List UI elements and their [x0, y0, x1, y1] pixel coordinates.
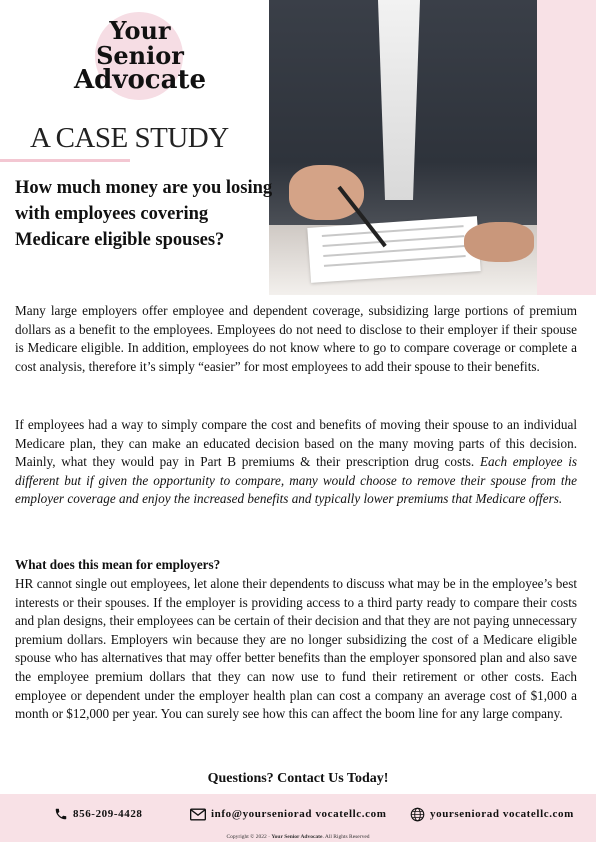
hero-photo-businessman-signing — [269, 0, 537, 295]
globe-icon — [410, 807, 425, 822]
paragraph-intro: Many large employers offer employee and dependent coverage, subsidizing large portions of premium dollars as a benefit to the employees. Employees do not need to disclose to their employer if their spouse is Medicare eligible. In addition, employees do not know where to go to compare coverage or complete a cost analysis, therefore it’s simply “easier” for most employees to add their spouse to their benefits. — [15, 303, 577, 374]
website-url: yourseniorad vocatellc.com — [430, 808, 574, 820]
phone-contact[interactable] — [54, 804, 143, 824]
logo-line-2: Senior — [96, 41, 184, 70]
footer-bar — [0, 794, 596, 842]
logo-line-1: Your — [109, 16, 171, 45]
website-contact[interactable] — [410, 804, 574, 824]
copyright-brand: Your Senior Advocate — [271, 834, 323, 840]
email-contact[interactable] — [190, 804, 386, 824]
logo-line-3: Advocate — [73, 65, 207, 95]
email-address: info@yourseniorad vocatellc.com — [211, 808, 387, 820]
email-icon — [190, 808, 206, 821]
headline: How much money are you losing with employees covering Medicare eligible spouses? — [15, 178, 273, 250]
case-study-title: A CASE STUDY — [30, 122, 229, 154]
brand-logo — [40, 18, 240, 93]
paragraph-employers: HR cannot single out employees, let alone their dependents to discuss what may be in the employee’s best interests or their spouses. If the employer is providing access to a third party ready to compare their costs and plan designs, their employees can be certain of their decision and that they are not paying unnecessary premium dollars. Employers win because they are no longer subsidizing the cost of a Medicare eligible spouse who has alternatives that may offer better benefits than the employer sponsored plan and also save the employee premium dollars that they can now use to fund their retirement or other costs. Each employee or dependent under the employer health plan can cost a company an average cost of $1,000 a month or $12,000 per year. You can surely see how this can affect the boom line for any large company. — [15, 576, 577, 722]
contact-cta: Questions? Contact Us Today! — [207, 771, 389, 786]
phone-number: 856-209-4428 — [73, 808, 143, 820]
title-underline — [0, 159, 130, 162]
paragraph-compare — [15, 416, 577, 509]
phone-icon — [54, 807, 68, 821]
paragraph-compare-italic: Each employee is different but if given the opportunity to compare, many would choose to remove their spouse from the employer coverage and enjoy the increased benefits and typically lower premiums that Medicare offers. — [15, 454, 578, 507]
employers-subheading: What does this mean for employers? — [15, 557, 221, 572]
paragraph-compare-text: If employees had a way to simply compare the cost and benefits of moving their spouse to an individual Medicare plan, they can make an educated decision based on the many moving parts of this decision. Mainly, what they would pay in Part B premiums & their prescription drug costs. — [15, 417, 577, 470]
decorative-pink-strip — [537, 0, 596, 295]
copyright-notice: Copyright © 2022 · Your Senior Advocate. All Rights Reserved — [226, 834, 370, 840]
